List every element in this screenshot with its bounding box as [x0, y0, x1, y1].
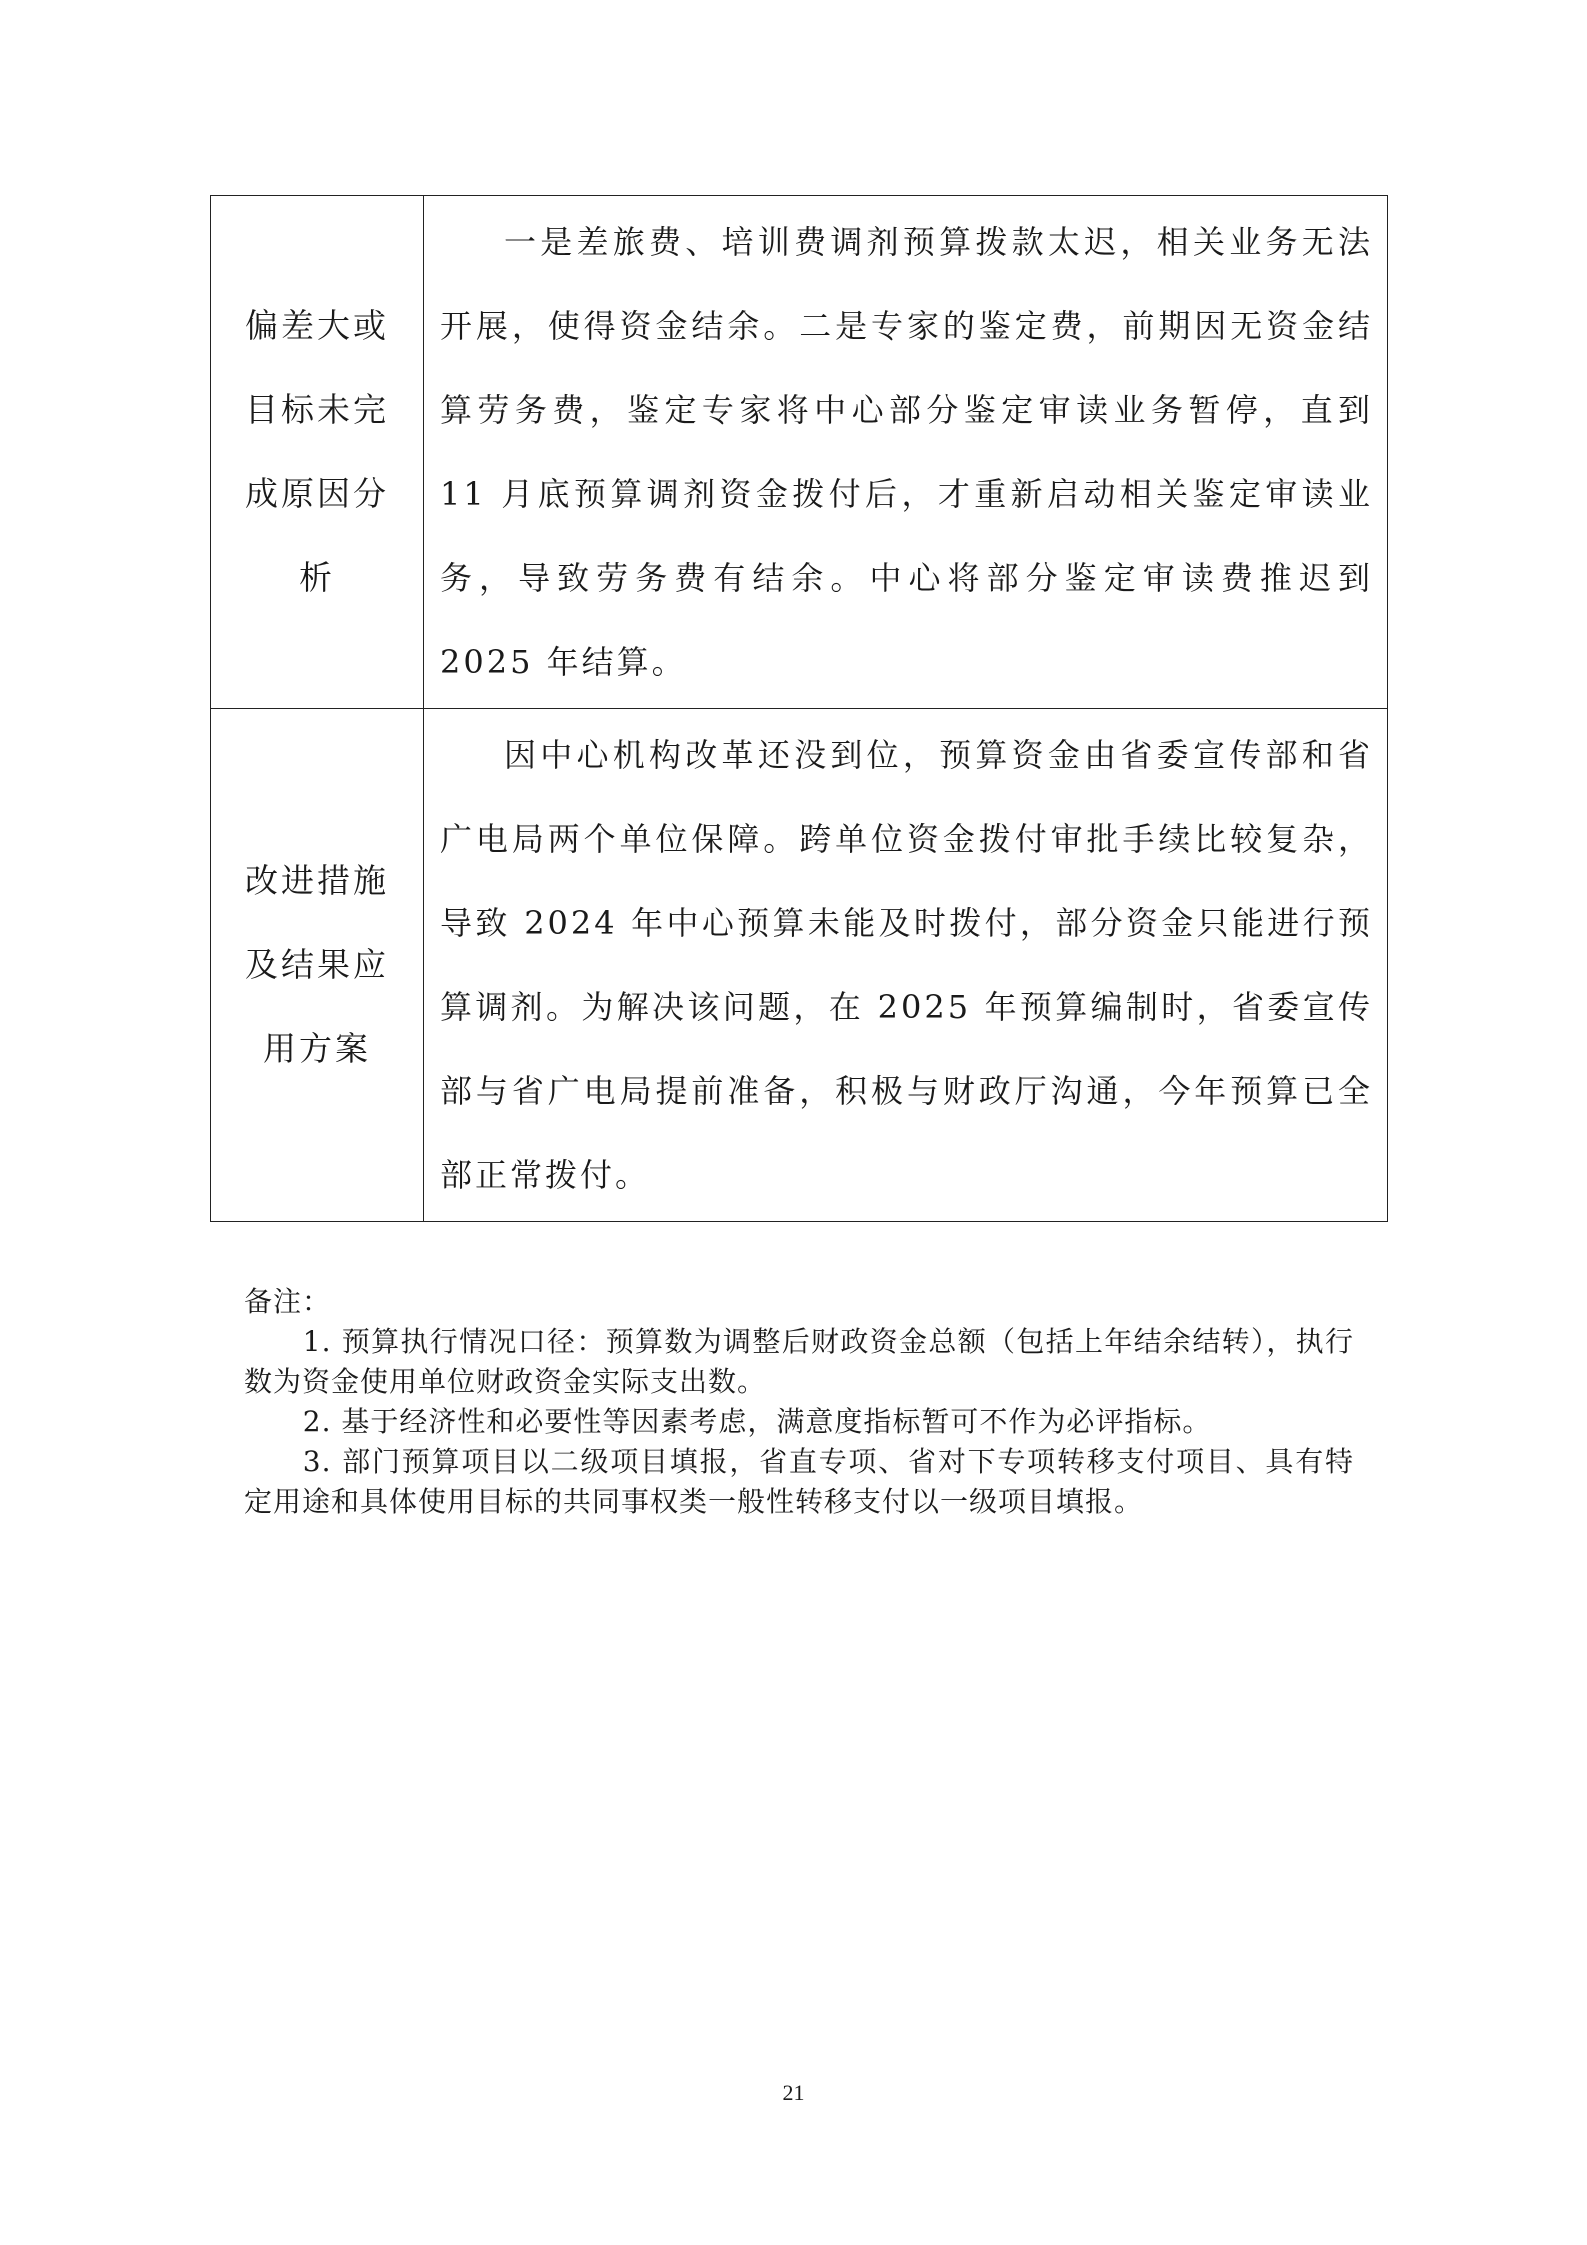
label-line: 改进措施 [245, 861, 389, 900]
evaluation-table [210, 195, 1388, 1222]
row-content-deviation-analysis: 一是差旅费、培训费调剂预算拨款太迟，相关业务无法开展，使得资金结余。二是专家的鉴定费，前期因无资金结算劳务费，鉴定专家将中心部分鉴定审读业务暂停，直到 11 月底预算调剂资金拨付后，才重新启动相关鉴定审读业务，导致劳务费有结余。中心将部分鉴定审读费推迟到 2025 年结算。 [424, 196, 1388, 709]
label-line: 用方案 [263, 1029, 371, 1068]
row-label-improvement-plan [211, 709, 424, 1222]
row-content-improvement-plan: 因中心机构改革还没到位，预算资金由省委宣传部和省广电局两个单位保障。跨单位资金拨付审批手续比较复杂，导致 2024 年中心预算未能及时拨付，部分资金只能进行预算调剂。为解决该问题，在 2025 年预算编制时，省委宣传部与省广电局提前准备，积极与财政厅沟通，今年预算已全部正常拨付。 [424, 709, 1388, 1222]
page-number: 21 [782, 2080, 805, 2105]
label-line: 析 [299, 558, 335, 597]
row-label-deviation-analysis [211, 196, 424, 709]
note-item-3: 3. 部门预算项目以二级项目填报，省直专项、省对下专项转移支付项目、具有特定用途和具体使用目标的共同事权类一般性转移支付以一级项目填报。 [244, 1445, 1354, 1518]
notes-section [244, 1282, 1354, 1522]
table-row [211, 709, 1388, 1222]
notes-heading: 备注： [244, 1285, 332, 1318]
note-item-2: 2. 基于经济性和必要性等因素考虑，满意度指标暂可不作为必评指标。 [302, 1405, 1212, 1438]
label-line: 目标未完 [245, 390, 389, 429]
label-line: 偏差大或 [245, 306, 389, 345]
table-row [211, 196, 1388, 709]
label-line: 及结果应 [245, 945, 389, 984]
label-line: 成原因分 [245, 474, 389, 513]
note-item-1: 1. 预算执行情况口径：预算数为调整后财政资金总额（包括上年结余结转），执行数为资金使用单位财政资金实际支出数。 [244, 1325, 1354, 1398]
